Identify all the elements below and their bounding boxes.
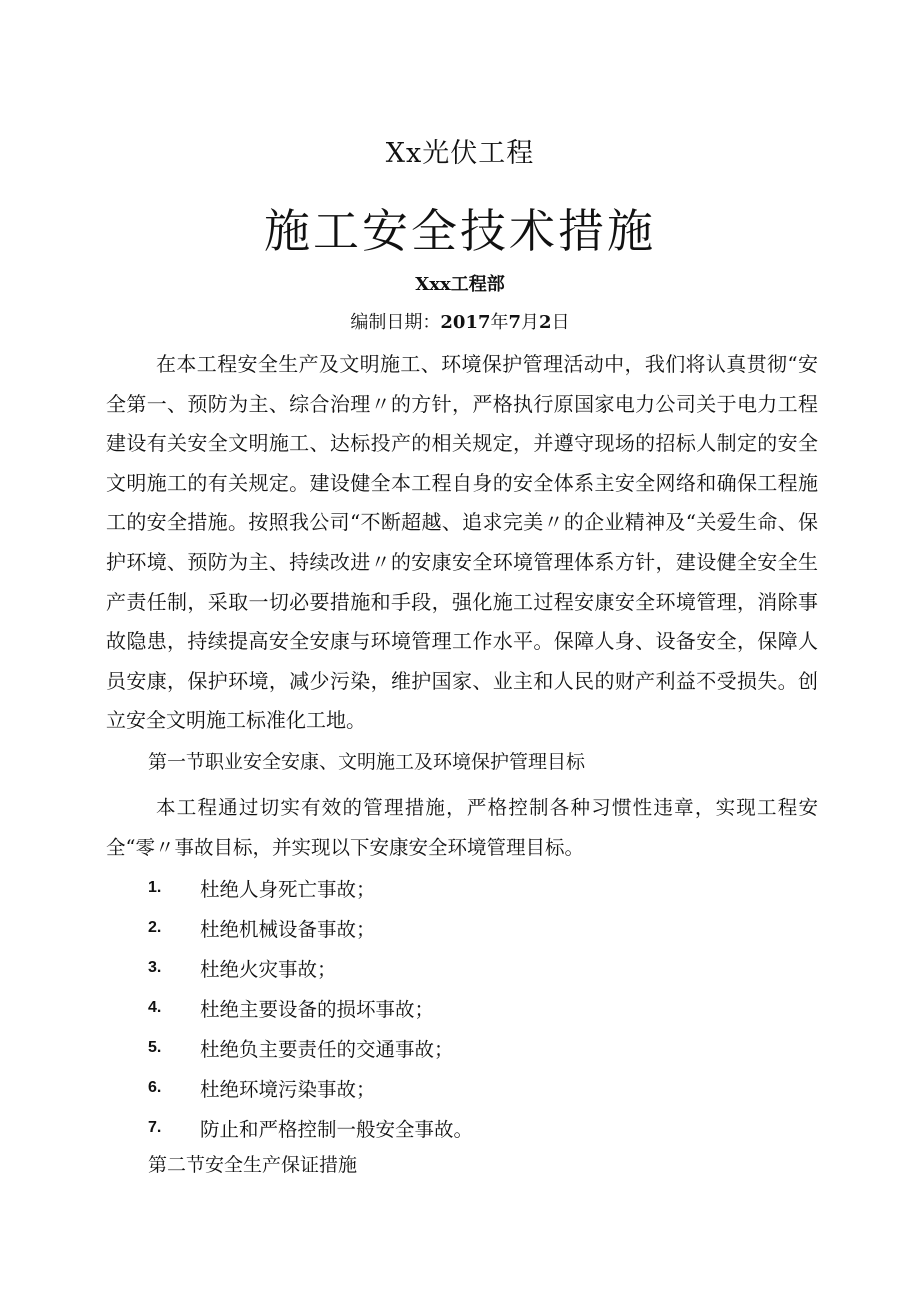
goal-text: 杜绝人身死亡事故；	[200, 878, 376, 901]
date-year-unit: 年	[490, 312, 509, 333]
goal-number: 6.	[148, 1079, 162, 1096]
goal-text: 杜绝主要设备的损坏事故；	[200, 998, 435, 1021]
goal-number: 1.	[148, 879, 162, 896]
goal-item	[148, 948, 473, 988]
project-title: Xx光伏工程	[385, 138, 535, 169]
section-1-paragraph: 本工程通过切实有效的管理措施，严格控制各种习惯性违章，实现工程安全“零〃事故目标，并实现以下安康安全环境管理目标。	[106, 796, 818, 859]
goal-number: 3.	[148, 959, 162, 976]
goal-text: 杜绝负主要责任的交通事故；	[200, 1038, 454, 1061]
goal-number: 7.	[148, 1119, 162, 1136]
goal-item	[148, 1108, 473, 1148]
goal-number: 5.	[148, 1039, 162, 1056]
date-year: 2017	[440, 312, 491, 333]
goal-item	[148, 1068, 473, 1108]
goal-item	[148, 988, 473, 1028]
date-month: 7	[508, 312, 522, 333]
compile-date	[0, 310, 920, 336]
goal-number: 4.	[148, 999, 162, 1016]
intro-paragraph: 在本工程安全生产及文明施工、环境保护管理活动中，我们将认真贯彻“安全第一、预防为主、综合治理〃的方针，严格执行原国家电力公司关于电力工程建设有关安全文明施工、达标投产的相关规定，并遵守现场的招标人制定的安全文明施工的有关规定。建设健全本工程自身的安全体系主安全网络和确保工程施工的安全措施。按照我公司“不断超越、追求完美〃的企业精神及“关爱生命、保护环境、预防为主、持续改进〃的安康安全环境管理体系方针，建设健全安全生产责任制，采取一切必要措施和手段，强化施工过程安康安全环境管理，消除事故隐患，持续提高安全安康与环境管理工作水平。保障人身、设备安全，保障人员安康，保护环境，减少污染，维护国家、业主和人民的财产利益不受损失。创立安全文明施工标准化工地。	[106, 352, 818, 733]
document-title: 施工安全技术措施	[264, 204, 656, 258]
date-day-unit: 日	[551, 312, 570, 333]
goal-list	[148, 868, 473, 1148]
goal-text: 杜绝环境污染事故；	[200, 1078, 376, 1101]
goal-item	[148, 908, 473, 948]
department-name	[0, 272, 920, 298]
goal-item	[148, 868, 473, 908]
section-2-heading: 第二节安全生产保证措施	[148, 1154, 358, 1176]
goal-item	[148, 1028, 473, 1068]
department-text: Xxx工程部	[415, 274, 505, 295]
goal-text: 杜绝火灾事故；	[200, 958, 337, 981]
date-label: 编制日期：	[350, 312, 441, 333]
section-1-heading: 第一节职业安全安康、文明施工及环境保护管理目标	[148, 751, 586, 773]
goal-text: 防止和严格控制一般安全事故。	[200, 1118, 474, 1141]
goal-text: 杜绝机械设备事故；	[200, 918, 376, 941]
goal-number: 2.	[148, 919, 162, 936]
date-month-unit: 月	[521, 312, 540, 333]
date-day: 2	[539, 312, 552, 333]
